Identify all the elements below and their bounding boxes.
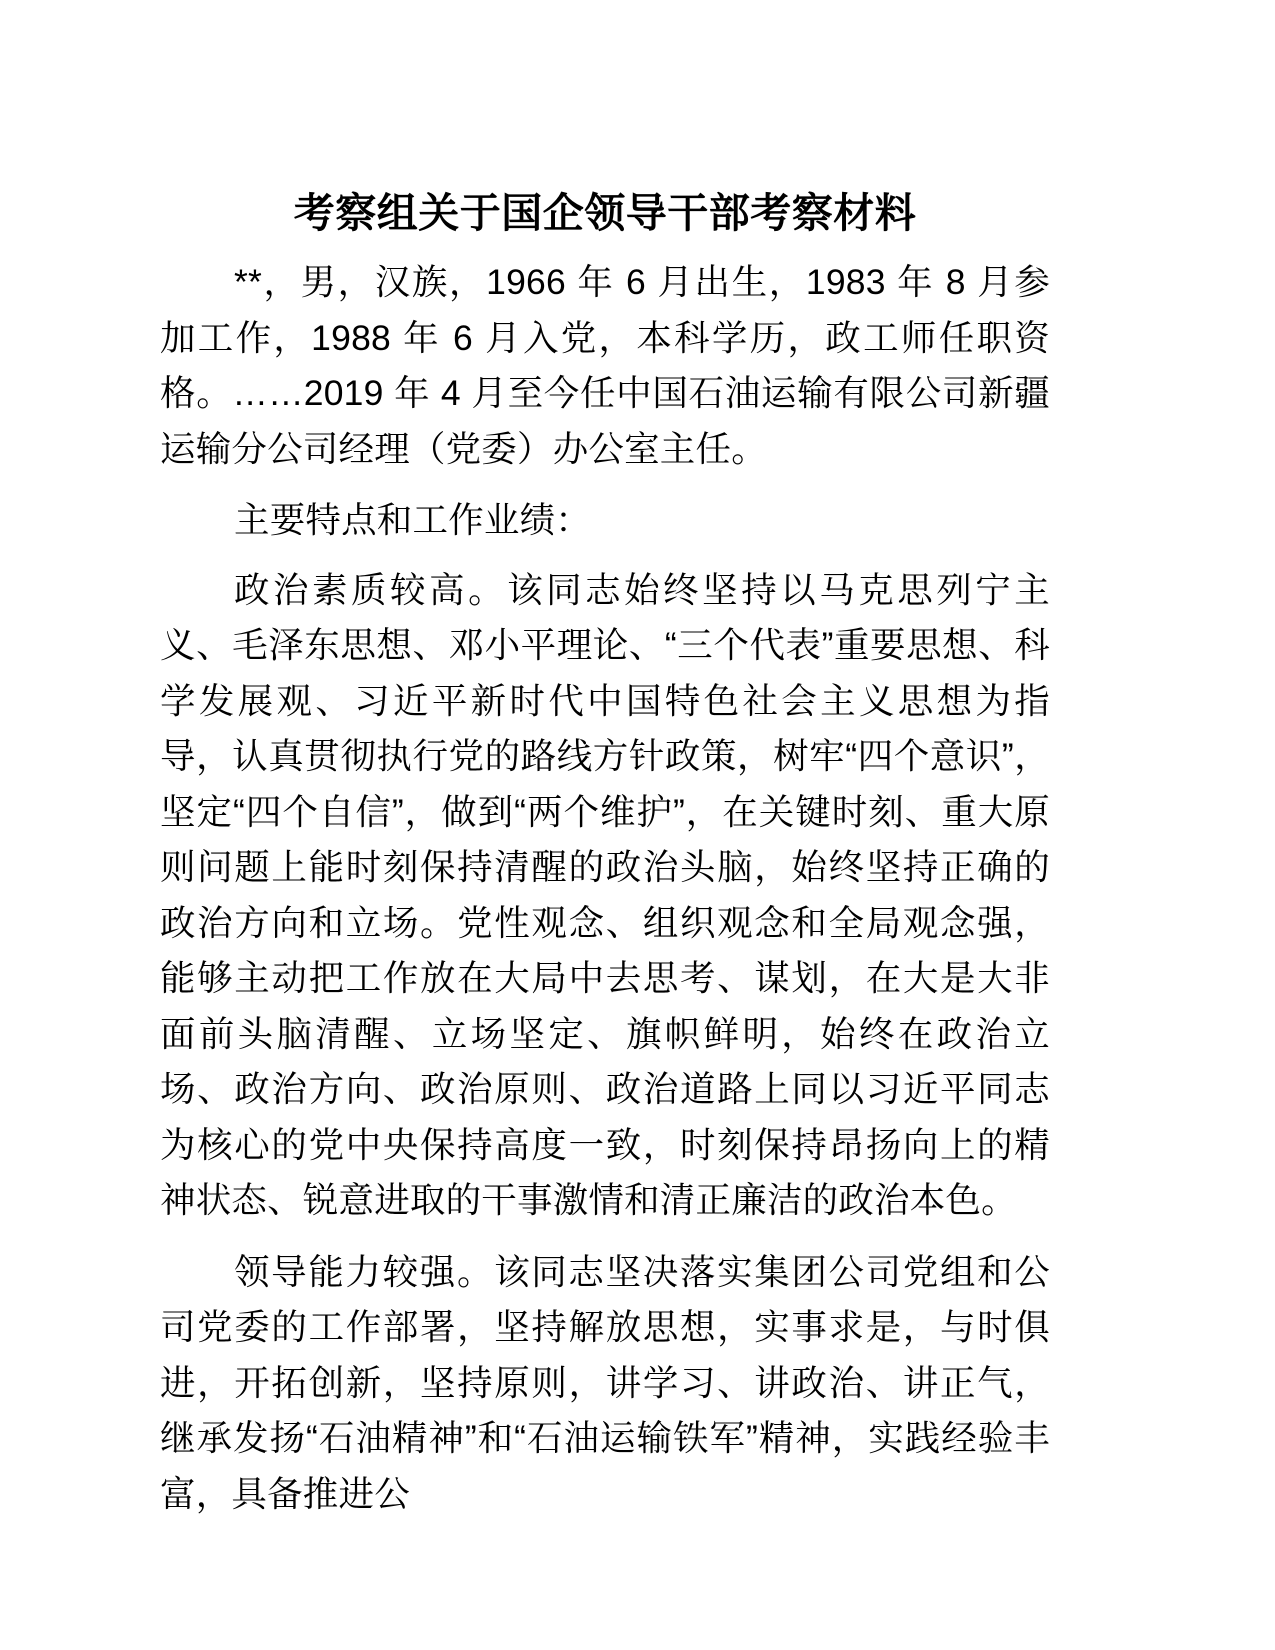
page-title: 考察组关于国企领导干部考察材料 <box>293 190 917 236</box>
paragraph-section-heading: 主要特点和工作业绩： <box>234 500 592 541</box>
document-content <box>160 186 1050 1522</box>
paragraph-biography: **，男，汉族，1966 年 6 月出生，1983 年 8 月参加工作，1988 年 6 月入党，本科学历，政工师任职资格。……2019 年 4 月至今任中国石油运输有限公司新疆运输分公司经理（党委）办公室主任。 <box>160 262 1050 469</box>
paragraph-political-quality: 政治素质较高。该同志始终坚持以马克思列宁主义、毛泽东思想、邓小平理论、“三个代表”重要思想、科学发展观、习近平新时代中国特色社会主义思想为指导，认真贯彻执行党的路线方针政策，树牢“四个意识”，坚定“四个自信”，做到“两个维护”，在关键时刻、重大原则问题上能时刻保持清醒的政治头脑，始终坚持正确的政治方向和立场。党性观念、组织观念和全局观念强，能够主动把工作放在大局中去思考、谋划，在大是大非面前头脑清醒、立场坚定、旗帜鲜明，始终在政治立场、政治方向、政治原则、政治道路上同以习近平同志为核心的党中央保持高度一致，时刻保持昂扬向上的精神状态、锐意进取的干事激情和清正廉洁的政治本色。 <box>160 569 1050 1221</box>
paragraph-leadership-ability: 领导能力较强。该同志坚决落实集团公司党组和公司党委的工作部署，坚持解放思想，实事求是，与时俱进，开拓创新，坚持原则，讲学习、讲政治、讲正气，继承发扬“石油精神”和“石油运输铁军”精神，实践经验丰富，具备推进公 <box>160 1251 1050 1514</box>
